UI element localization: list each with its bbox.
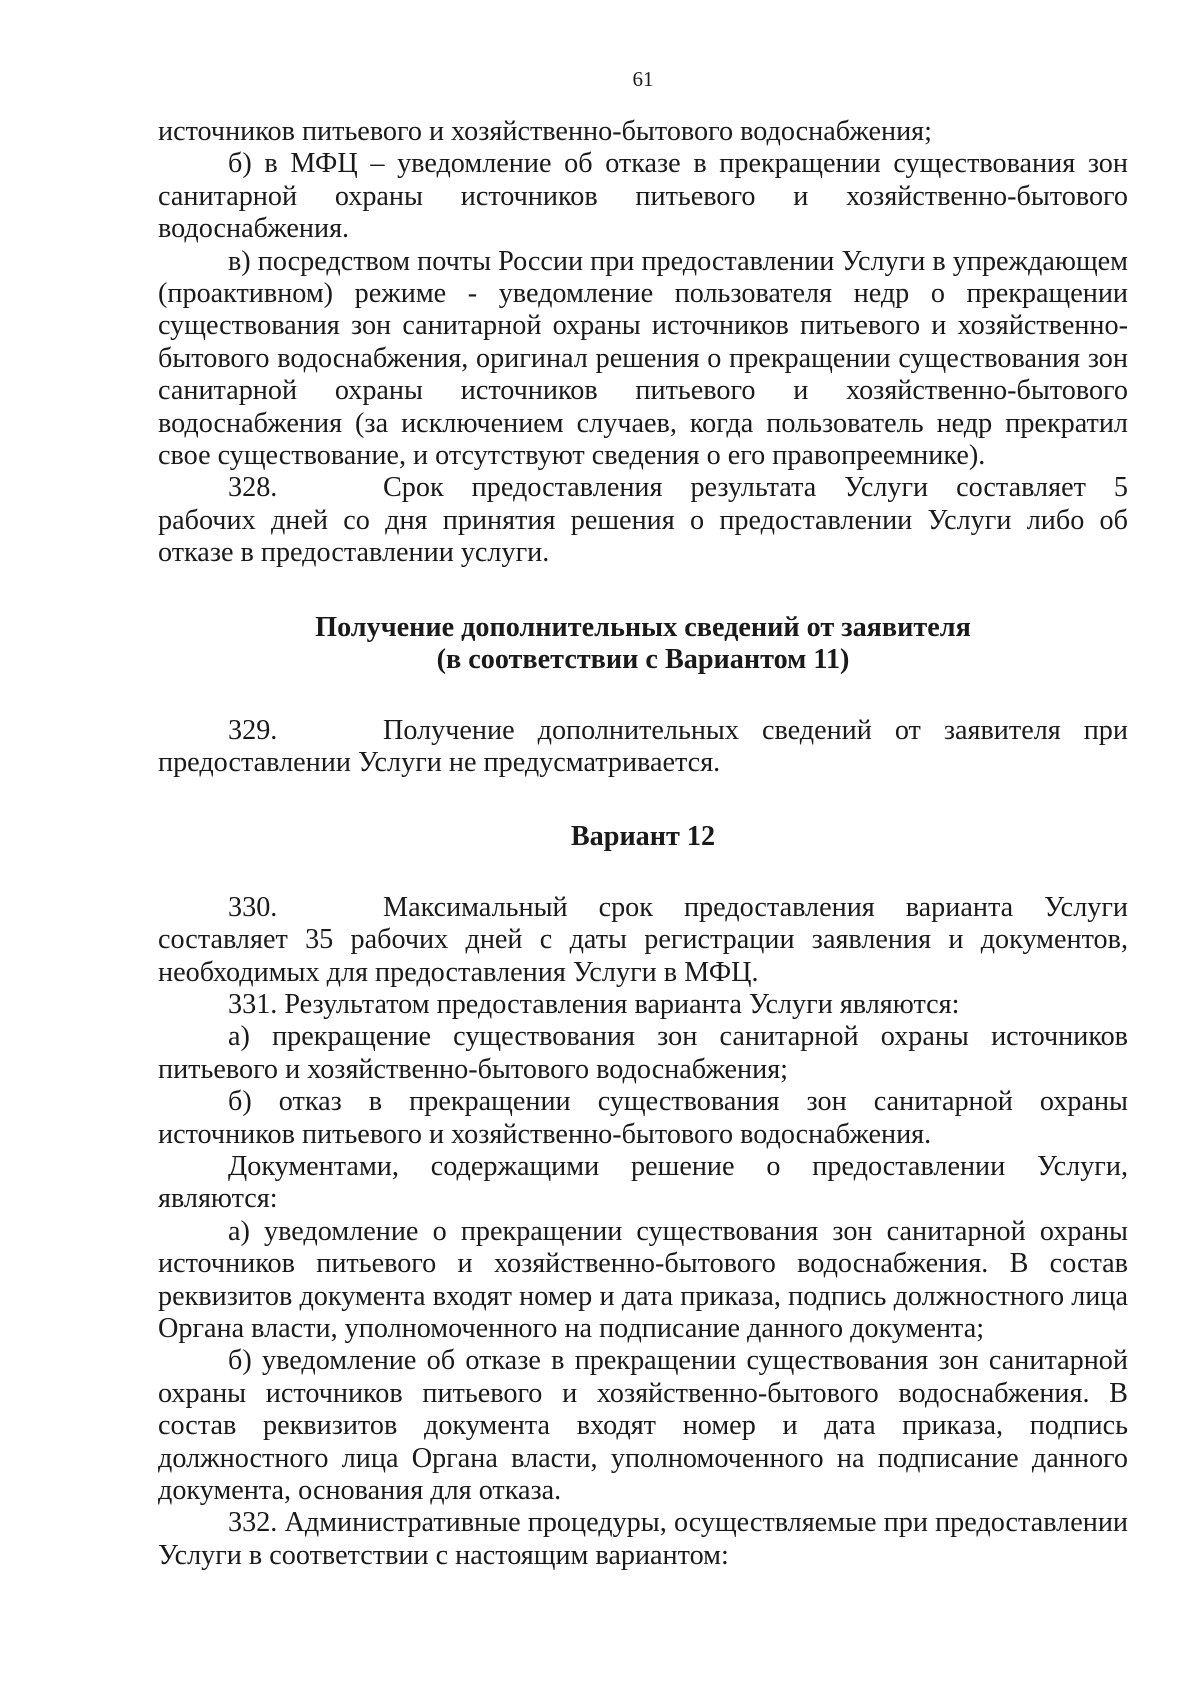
- item-330-rest: составляет 35 рабочих дней с даты регистрации заявления и документов, необходимых для предоставления Услуги в МФЦ.: [158, 924, 1128, 988]
- item-number: 329.: [228, 714, 278, 746]
- paragraph-continuation: источников питьевого и хозяйственно-бытового водоснабжения;: [158, 116, 932, 147]
- item-text: Срок предоставления результата Услуги составляет 5: [383, 472, 1128, 504]
- section-heading-line-1: Получение дополнительных сведений от заявителя: [315, 611, 971, 643]
- paragraph-documents-a: а) уведомление о прекращении существования зон санитарной охраны источников питьевого и хозяйственно-бытового водоснабжения. В состав реквизитов документа входят номер и дата приказа, подпись должностного лица Органа власти, уполномоченного на подписание данного документа;: [158, 1215, 1128, 1344]
- item-329-first-line: [158, 715, 1128, 747]
- section-heading-line-2: (в соответствии с Вариантом 11): [436, 644, 850, 676]
- paragraph-mfc-notice: б) в МФЦ – уведомление об отказе в прекращении существования зон санитарной охраны источников питьевого и хозяйственно-бытового водоснабжения.: [158, 148, 1128, 245]
- item-328-rest: рабочих дней со дня принятия решения о предоставлении Услуги либо об отказе в предоставлении услуги.: [158, 504, 1128, 569]
- item-text: Получение дополнительных сведений от заявителя при: [383, 714, 1128, 746]
- item-328-first-line: [158, 472, 1128, 504]
- paragraph-documents: Документами, содержащими решение о предоставлении Услуги, являются:: [158, 1150, 1128, 1215]
- item-text: Максимальный срок предоставления варианта Услуги: [383, 891, 1128, 923]
- page-number: 61: [632, 67, 654, 91]
- item-number: 328.: [228, 472, 278, 504]
- item-332: 332. Административные процедуры, осуществляемые при предоставлении Услуги в соответствии с настоящим вариантом:: [158, 1507, 1128, 1571]
- paragraph-documents-b: б) уведомление об отказе в прекращении существования зон санитарной охраны источников питьевого и хозяйственно-бытового водоснабжения. В состав реквизитов документа входят номер и дата приказа, подпись должностного лица Органа власти, уполномоченного на подписание данного документа, основания для отказа.: [158, 1345, 1128, 1507]
- variant-heading: Вариант 12: [570, 821, 716, 853]
- item-number: 330.: [228, 891, 278, 923]
- item-331-a: а) прекращение существования зон санитарной охраны источников питьевого и хозяйственно-бытового водоснабжения;: [158, 1021, 1128, 1085]
- item-331: 331. Результатом предоставления варианта Услуги являются:: [228, 988, 960, 1020]
- item-329-rest: предоставлении Услуги не предусматривается.: [158, 746, 721, 778]
- document-page: [158, 64, 1128, 1572]
- paragraph-post-notice: в) посредством почты России при предоставлении Услуги в упреждающем (проактивном) режиме - уведомление пользователя недр о прекращении существования зон санитарной охраны источников питьевого и хозяйственно-бытового водоснабжения, оригинал решения о прекращении существования зон санитарной охраны источников питьевого и хозяйственно-бытового водоснабжения (за исключением случаев, когда пользователь недр прекратил свое существование, и отсутствуют сведения о его правопреемнике).: [158, 245, 1128, 472]
- item-331-b: б) отказ в прекращении существования зон санитарной охраны источников питьевого и хозяйственно-бытового водоснабжения.: [158, 1086, 1128, 1150]
- item-330-first-line: [158, 892, 1128, 924]
